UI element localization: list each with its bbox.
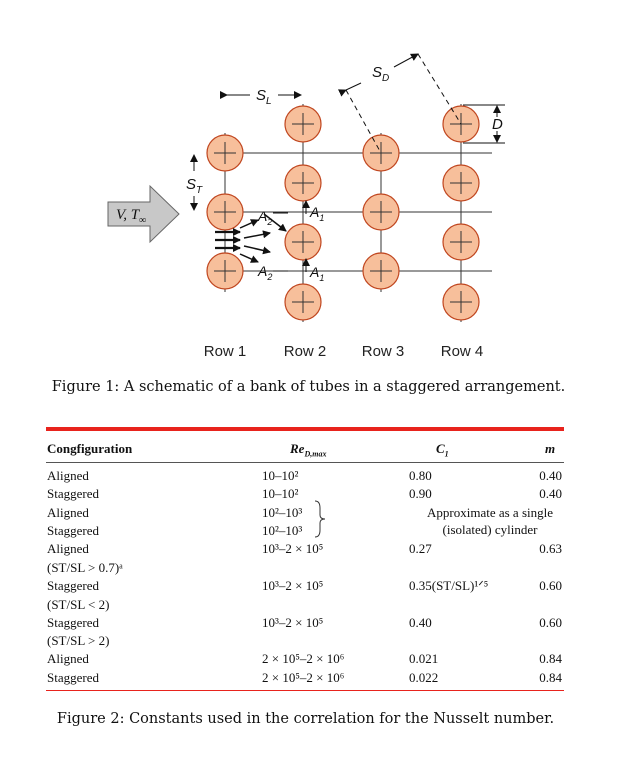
tube — [207, 194, 243, 230]
config-cell: Aligned — [47, 505, 89, 520]
bracket-icon — [313, 500, 327, 538]
m-cell: 0.84 — [539, 651, 562, 666]
tube — [285, 284, 321, 320]
re-cell: 10³–2 × 10⁵ — [262, 578, 324, 593]
tube — [285, 165, 321, 201]
tube — [443, 165, 479, 201]
header-c1: $C_1$ — [436, 441, 449, 459]
tube — [443, 284, 479, 320]
tube — [207, 253, 243, 289]
config-cell: (ST/SL > 0.7)ᵃ — [47, 560, 123, 575]
re-cell: 10–10² — [262, 468, 299, 483]
config-cell: Staggered — [47, 486, 99, 501]
a2-label-upper: $A_2$ — [258, 208, 273, 227]
c1-cell: 0.90 — [409, 486, 432, 501]
row-label: Row 2 — [283, 343, 327, 360]
row-label: Row 3 — [361, 343, 405, 360]
m-cell: 0.40 — [539, 468, 562, 483]
config-cell: (ST/SL > 2) — [47, 633, 110, 648]
re-cell: 10²–10³ — [262, 523, 303, 538]
tube-group — [207, 106, 479, 320]
config-cell: Staggered — [47, 615, 99, 630]
header-configuration: Congfiguration — [47, 441, 133, 456]
config-cell: Staggered — [47, 578, 99, 593]
re-cell: 10²–10³ — [262, 505, 303, 520]
tube — [363, 253, 399, 289]
a1-label-upper: $A_1$ — [310, 204, 325, 223]
m-cell: 0.40 — [539, 486, 562, 501]
config-cell: Aligned — [47, 541, 89, 556]
m-cell: 0.60 — [539, 615, 562, 630]
figure-1-caption: Figure 1: A schematic of a bank of tubes in a staggered arrangement. — [51, 379, 566, 395]
row-labels — [204, 343, 484, 360]
a1-label-lower: $A_1$ — [310, 264, 325, 283]
cylinder-note-line1: Approximate as a single — [427, 505, 553, 520]
row-label: Row 4 — [440, 343, 484, 360]
sl-dimension — [227, 87, 301, 107]
header-re: $Re_{D,max}$ — [290, 441, 327, 459]
tube — [363, 194, 399, 230]
tube — [207, 135, 243, 171]
figure-2-caption: Figure 2: Constants used in the correlation for the Nusselt number. — [56, 711, 555, 727]
tube-bank-diagram — [0, 0, 623, 380]
st-label: $S_T$ — [186, 176, 203, 196]
config-cell: (ST/SL < 2) — [47, 597, 110, 612]
re-cell: 2 × 10⁵–2 × 10⁶ — [262, 651, 345, 666]
c1-cell: 0.35(ST/SL)¹ᐟ⁵ — [409, 578, 489, 593]
table-header-rule — [46, 462, 564, 463]
c1-cell: 0.021 — [409, 651, 439, 666]
a2-label-lower: $A_2$ — [258, 263, 273, 282]
config-cell: Staggered — [47, 523, 99, 538]
c1-cell: 0.022 — [409, 670, 439, 685]
tube — [285, 106, 321, 142]
table-bottom-rule — [46, 690, 564, 691]
flow-label: V, $T_\infty$ — [116, 207, 147, 226]
m-cell: 0.60 — [539, 578, 562, 593]
c1-cell: 0.40 — [409, 615, 432, 630]
re-cell: 10³–2 × 10⁵ — [262, 615, 324, 630]
c1-cell: 0.27 — [409, 541, 432, 556]
c1-cell: 0.80 — [409, 468, 432, 483]
re-cell: 10³–2 × 10⁵ — [262, 541, 324, 556]
tube — [285, 224, 321, 260]
tube — [443, 224, 479, 260]
flow-arrow — [108, 186, 179, 242]
sl-label: $S_L$ — [256, 87, 272, 107]
sd-label: $S_D$ — [372, 64, 390, 84]
config-cell: Aligned — [47, 651, 89, 666]
sd-dimension — [346, 54, 461, 153]
re-cell: 2 × 10⁵–2 × 10⁶ — [262, 670, 345, 685]
table-top-rule — [46, 427, 564, 431]
m-cell: 0.63 — [539, 541, 562, 556]
config-cell: Aligned — [47, 468, 89, 483]
d-label: D — [492, 116, 503, 133]
m-cell: 0.84 — [539, 670, 562, 685]
header-m: m — [545, 441, 556, 456]
cylinder-note-line2: (isolated) cylinder — [442, 522, 538, 537]
re-cell: 10–10² — [262, 486, 299, 501]
row-label: Row 1 — [203, 343, 247, 360]
config-cell: Staggered — [47, 670, 99, 685]
st-dimension — [186, 155, 203, 210]
